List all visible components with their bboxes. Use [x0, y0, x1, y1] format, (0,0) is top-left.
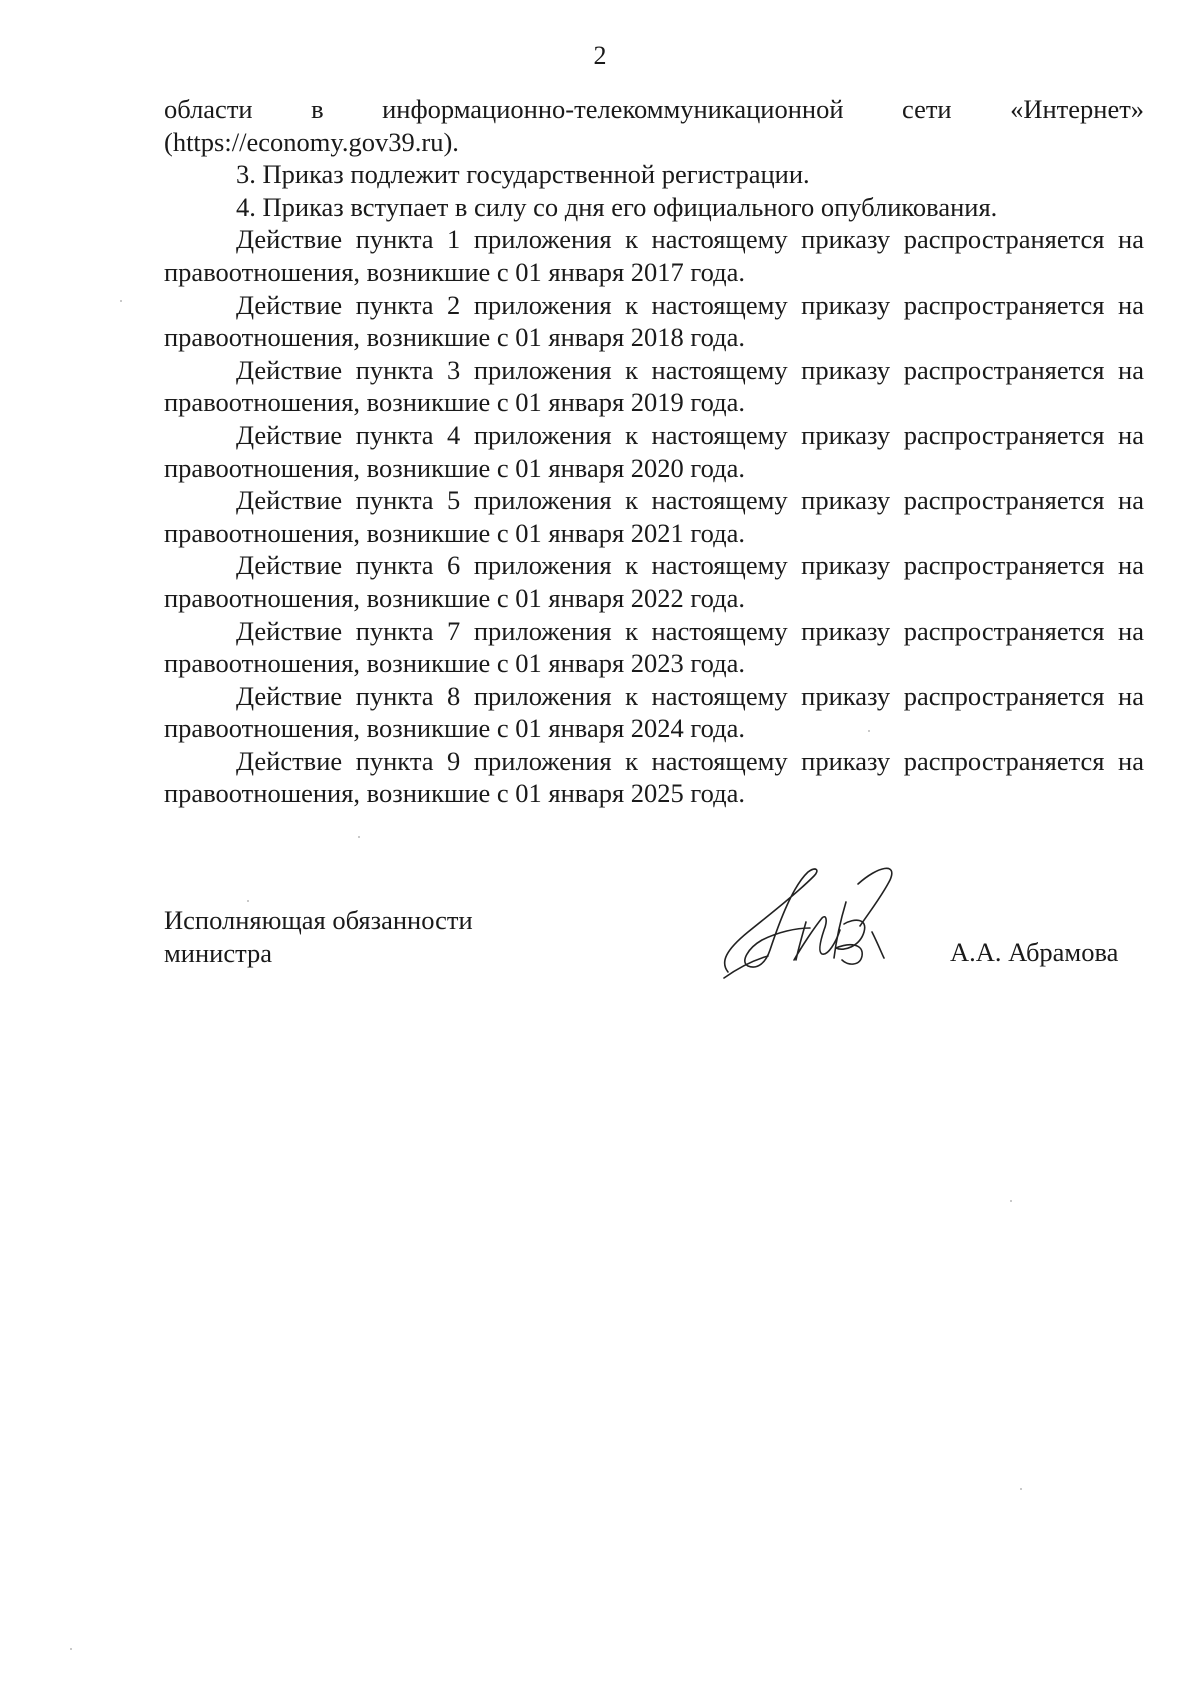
scan-speck	[1010, 1200, 1012, 1202]
clause-point-2: Действие пункта 2 приложения к настоящему приказу распространяется на правоотношения, возникшие с 01 января 2018 года.	[164, 289, 1144, 353]
clause-point-4: Действие пункта 4 приложения к настоящему приказу распространяется на правоотношения, возникшие с 01 января 2020 года.	[164, 419, 1144, 483]
clause-point-1: Действие пункта 1 приложения к настоящему приказу распространяется на правоотношения, возникшие с 01 января 2017 года.	[164, 224, 1144, 287]
intro-word: информационно-телекоммуникационной	[382, 94, 844, 124]
scan-speck	[868, 730, 870, 732]
scan-speck	[120, 300, 122, 302]
item-4-entry-into-force: 4. Приказ вступает в силу со дня его официального опубликования.	[236, 191, 998, 222]
signer-position	[164, 904, 473, 969]
intro-word: сети	[902, 94, 952, 124]
clause-point-9: Действие пункта 9 приложения к настоящему приказу распространяется на правоотношения, возникшие с 01 января 2025 года.	[164, 745, 1144, 809]
website-url: (https://economy.gov39.ru).	[164, 126, 459, 157]
clause-point-3: Действие пункта 3 приложения к настоящему приказу распространяется на правоотношения, возникшие с 01 января 2019 года.	[164, 354, 1144, 418]
scan-speck	[358, 836, 360, 838]
item-3-registration: 3. Приказ подлежит государственной регистрации.	[236, 159, 810, 190]
signer-name: А.А. Абрамова	[950, 937, 1119, 967]
scan-speck	[1020, 1488, 1022, 1490]
intro-word: области	[164, 94, 253, 124]
handwritten-signature	[718, 862, 918, 982]
scan-speck	[247, 900, 249, 902]
scan-speck	[70, 1648, 72, 1650]
signer-position-line-2: министра	[164, 937, 272, 968]
clause-point-5: Действие пункта 5 приложения к настоящему приказу распространяется на правоотношения, возникшие с 01 января 2021 года.	[164, 485, 1144, 548]
signer-position-line-1: Исполняющая обязанности	[164, 905, 473, 935]
intro-line	[164, 93, 1144, 126]
clause-point-8: Действие пункта 8 приложения к настоящему приказу распространяется на правоотношения, возникшие с 01 января 2024 года.	[164, 680, 1144, 744]
document-body	[164, 93, 1144, 810]
page-number: 2	[593, 41, 607, 70]
intro-word: «Интернет»	[1010, 94, 1145, 124]
clause-point-6: Действие пункта 6 приложения к настоящему приказу распространяется на правоотношения, возникшие с 01 января 2022 года.	[164, 550, 1144, 613]
clause-point-7: Действие пункта 7 приложения к настоящему приказу распространяется на правоотношения, возникшие с 01 января 2023 года.	[164, 615, 1144, 679]
intro-word: в	[311, 94, 324, 124]
